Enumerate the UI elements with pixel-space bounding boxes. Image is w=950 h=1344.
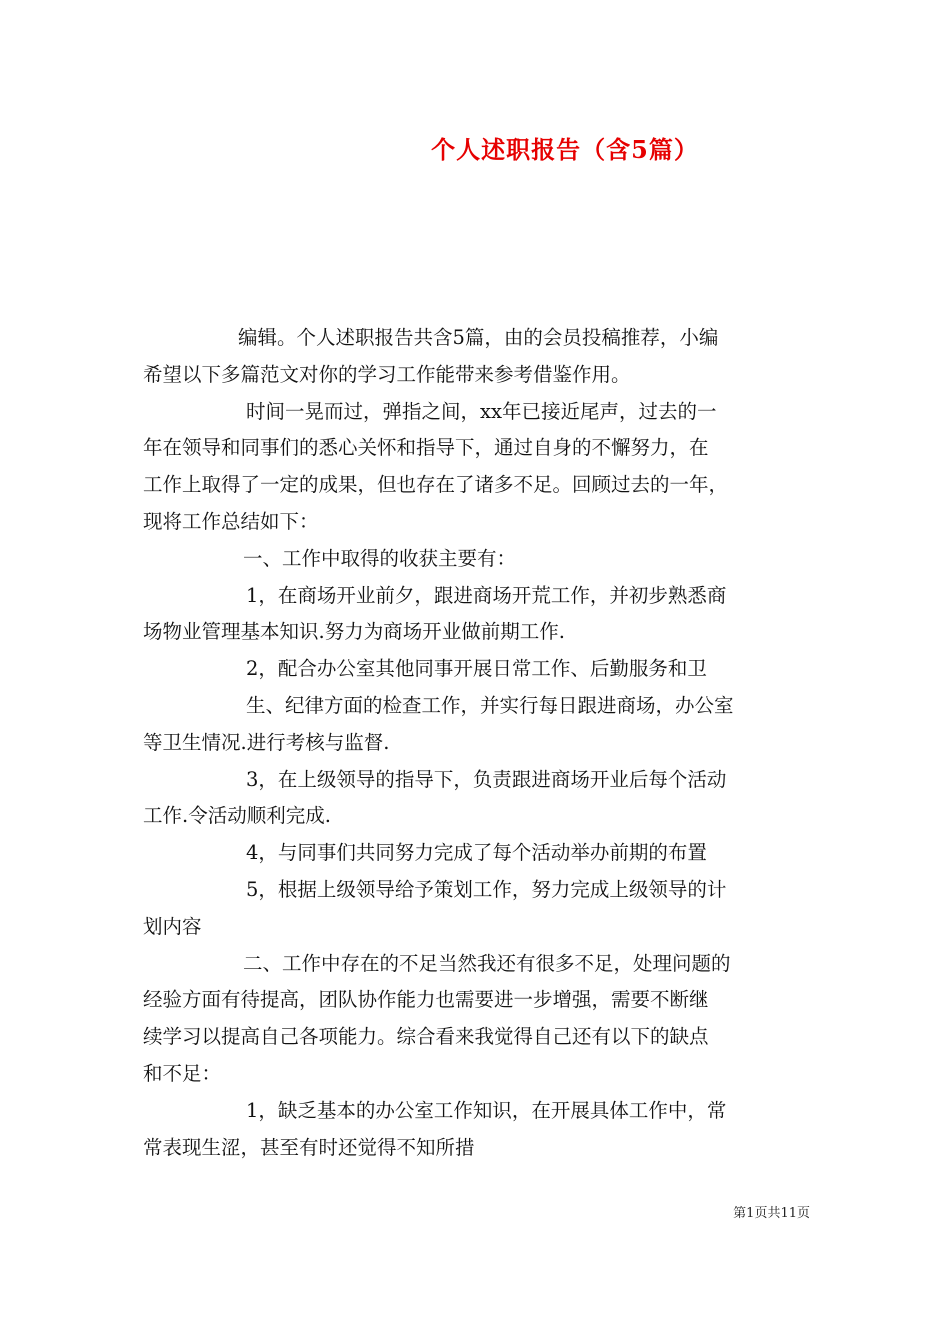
paragraph-line: 工作.令活动顺利完成. bbox=[143, 804, 331, 828]
paragraph-line: 工作上取得了一定的成果，但也存在了诸多不足。回顾过去的一年， bbox=[143, 473, 729, 497]
list-item: 4，与同事们共同努力完成了每个活动举办前期的布置 bbox=[246, 841, 707, 865]
paragraph-line: 现将工作总结如下： bbox=[143, 509, 319, 533]
paragraph-line: 希望以下多篇范文对你的学习工作能带来参考借鉴作用。 bbox=[143, 362, 631, 386]
list-item: 1，在商场开业前夕，跟进商场开荒工作，并初步熟悉商 bbox=[246, 583, 727, 607]
document-title: 个人述职报告（含5篇） bbox=[431, 135, 699, 164]
list-item: 3，在上级领导的指导下，负责跟进商场开业后每个活动 bbox=[246, 767, 727, 791]
paragraph-line: 和不足： bbox=[143, 1061, 222, 1085]
paragraph-line: 常表现生涩，甚至有时还觉得不知所措 bbox=[143, 1135, 475, 1159]
list-item: 2，配合办公室其他同事开展日常工作、后勤服务和卫 bbox=[246, 657, 707, 681]
paragraph-line: 场物业管理基本知识.努力为商场开业做前期工作. bbox=[143, 620, 565, 644]
list-item: 1，缺乏基本的办公室工作知识，在开展具体工作中，常 bbox=[246, 1098, 727, 1122]
paragraph-line: 生、纪律方面的检查工作，并实行每日跟进商场，办公室 bbox=[246, 693, 734, 717]
list-item: 5，根据上级领导给予策划工作，努力完成上级领导的计 bbox=[246, 877, 727, 901]
paragraph-line: 编辑。个人述职报告共含5篇，由的会员投稿推荐，小编 bbox=[238, 326, 719, 349]
paragraph-line: 等卫生情况.进行考核与监督. bbox=[143, 730, 390, 754]
section-heading: 一、工作中取得的收获主要有： bbox=[243, 546, 517, 570]
paragraph-line: 年在领导和同事们的悉心关怀和指导下，通过自身的不懈努力，在 bbox=[143, 436, 709, 460]
paragraph-line: 续学习以提高自己各项能力。综合看来我觉得自己还有以下的缺点 bbox=[143, 1025, 709, 1049]
section-heading: 二、工作中存在的不足当然我还有很多不足，处理问题的 bbox=[243, 951, 731, 975]
page-number: 第1页共11页 bbox=[733, 1206, 810, 1221]
document-body bbox=[143, 320, 811, 1166]
paragraph-line: 时间一晃而过，弹指之间，xx年已接近尾声，过去的一 bbox=[246, 399, 717, 423]
paragraph-line: 经验方面有待提高，团队协作能力也需要进一步增强，需要不断继 bbox=[143, 988, 709, 1012]
paragraph-line: 划内容 bbox=[143, 914, 202, 938]
